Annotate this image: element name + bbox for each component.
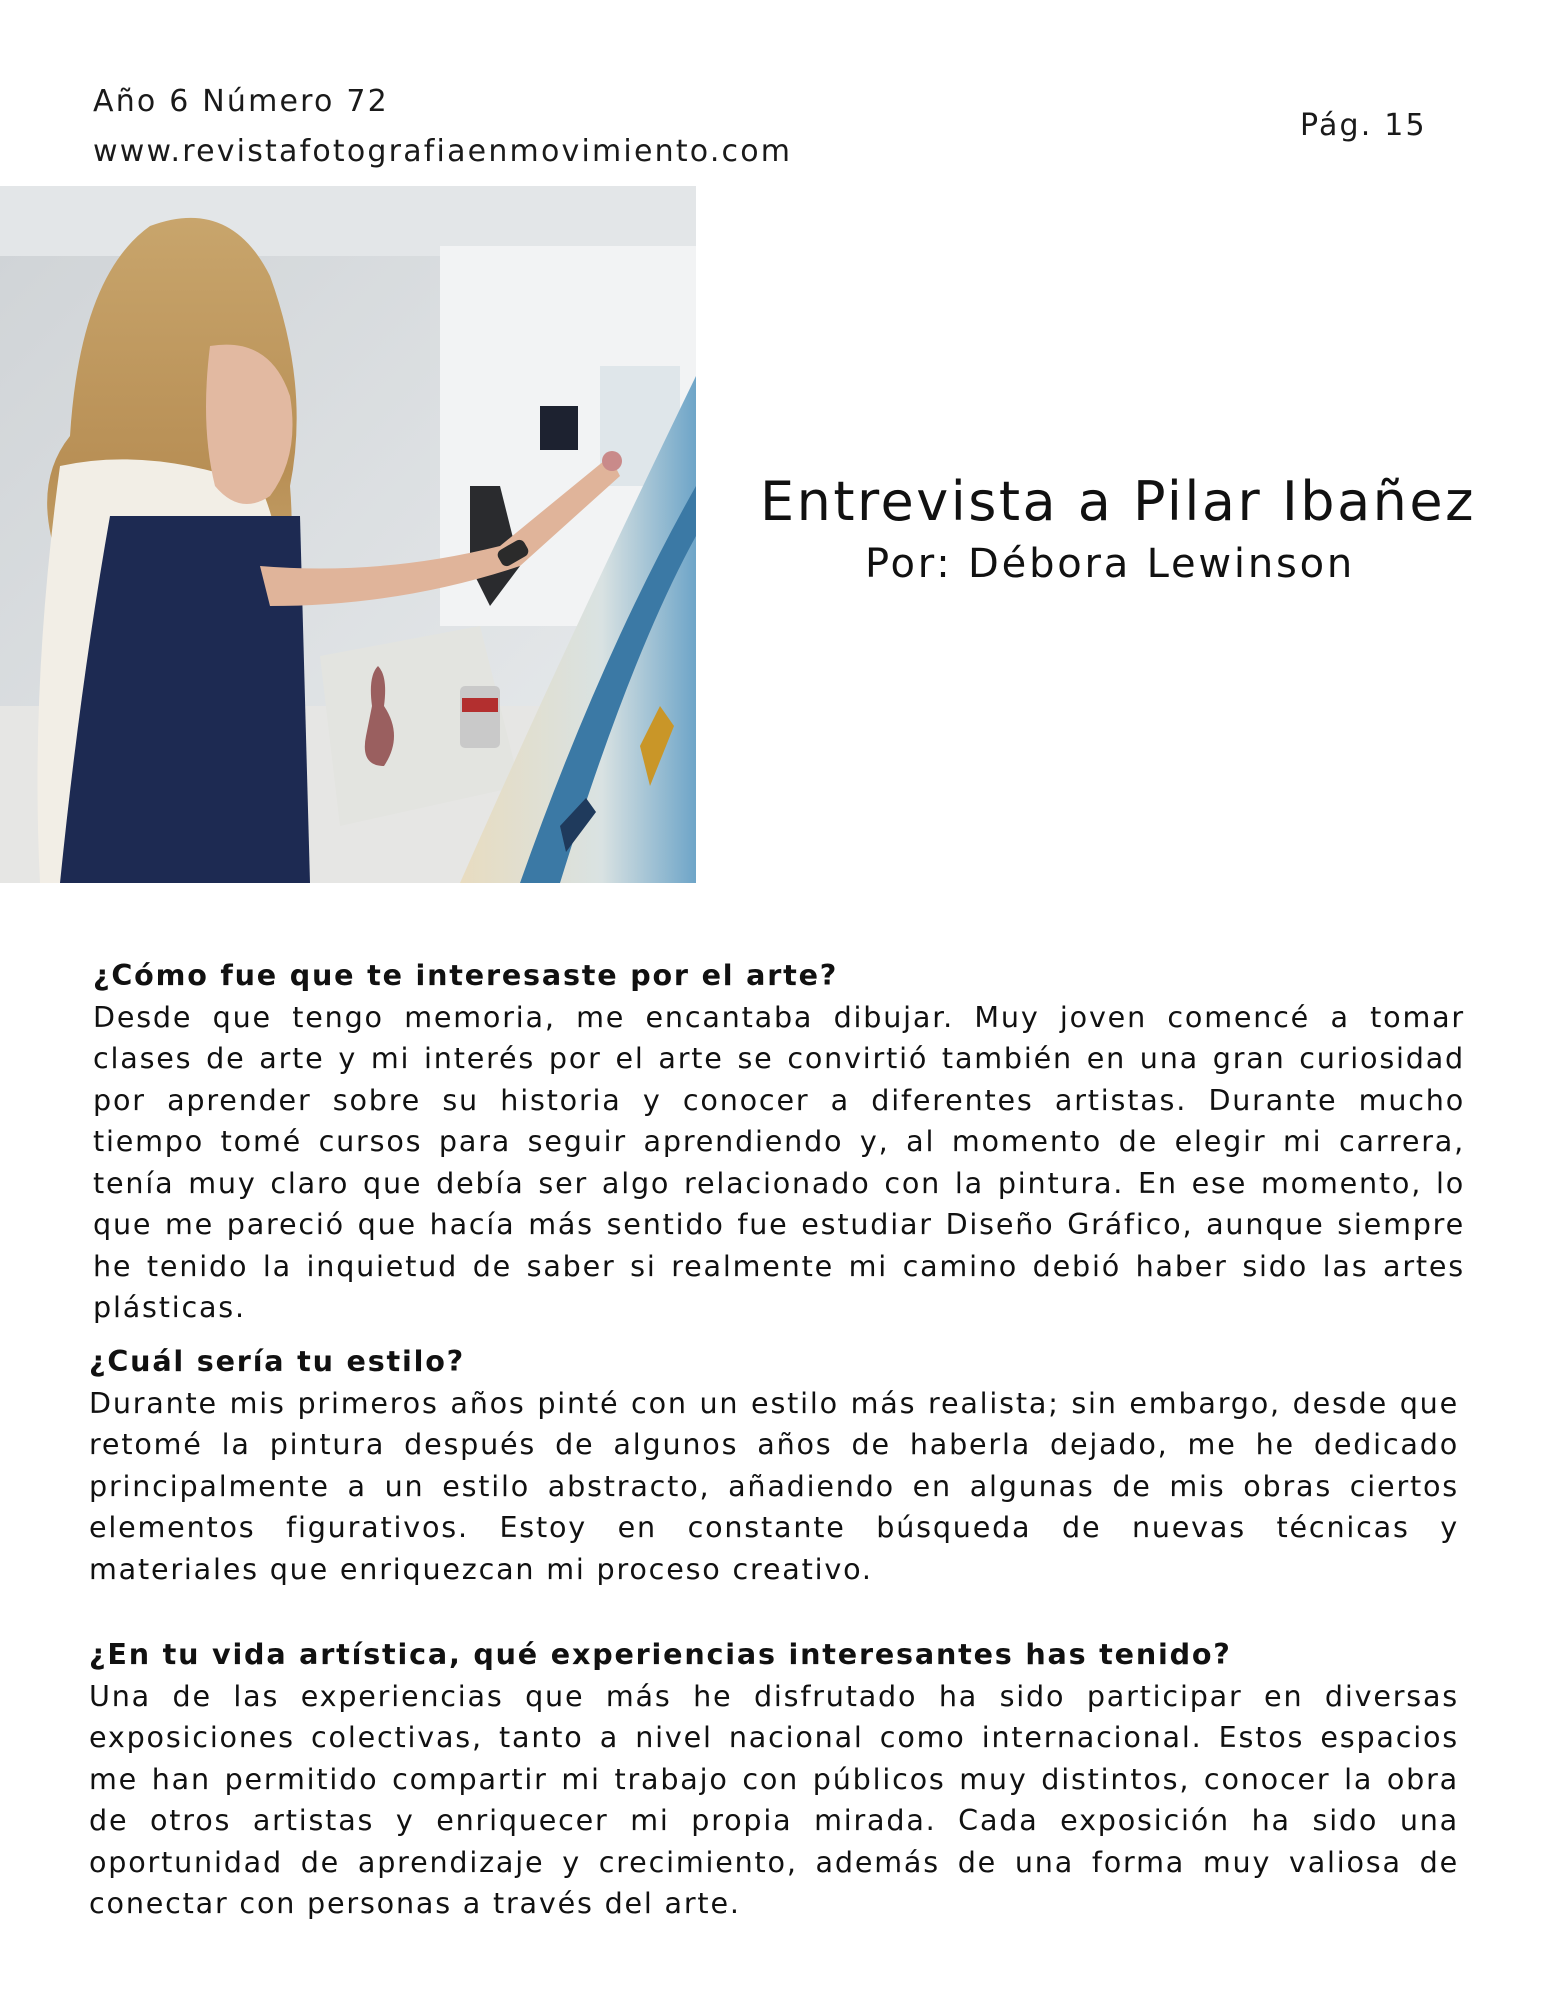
question-heading: ¿Cómo fue que te interesaste por el arte? <box>93 958 839 992</box>
qa-section <box>89 1634 1459 1925</box>
question-heading: ¿Cuál sería tu estilo? <box>89 1344 466 1378</box>
qa-section <box>89 1341 1459 1590</box>
answer-paragraph: Desde que tengo memoria, me encantaba dibujar. Muy joven comencé a tomar clases de arte y mi interés por el arte se convirtió también en una gran curiosidad por aprender sobre su historia y conocer a diferentes artistas. Durante mucho tiempo tomé cursos para seguir aprendiendo y, al momento de elegir mi carrera, tenía muy claro que debía ser algo relacionado con la pintura. En ese momento, lo que me pareció que hacía más sentido fue estudiar Diseño Gráfico, aunque siempre he tenido la inquietud de saber si realmente mi camino debió haber sido las artes plásticas. <box>93 999 1465 1324</box>
answer-paragraph: Una de las experiencias que más he disfrutado ha sido participar en diversas exposiciones colectivas, tanto a nivel nacional como internacional. Estos espacios me han permitido compartir mi trabajo con públicos muy distintos, conocer la obra de otros artistas y enriquecer mi propia mirada. Cada exposición ha sido una oportunidad de aprendizaje y crecimiento, además de una forma muy valiosa de conectar con personas a través del arte. <box>89 1678 1459 1920</box>
answer-paragraph: Durante mis primeros años pinté con un estilo más realista; sin embargo, desde que retomé la pintura después de algunos años de haberla dejado, me he dedicado principalmente a un estilo abstracto, añadiendo en algunas de mis obras ciertos elementos figurativos. Estoy en constante búsqueda de nuevas técnicas y materiales que enriquezcan mi proceso creativo. <box>89 1385 1459 1586</box>
article-byline: Por: Débora Lewinson <box>864 541 1356 587</box>
issue-number: Año 6 Número 72 <box>93 84 389 119</box>
page-number: Pág. 15 <box>1300 108 1427 143</box>
website-url: www.revistafotografiaenmovimiento.com <box>93 134 793 169</box>
article-title: Entrevista a Pilar Ibañez <box>760 470 1476 533</box>
artist-photo <box>0 186 696 883</box>
qa-section <box>93 955 1465 1329</box>
question-heading: ¿En tu vida artística, qué experiencias interesantes has tenido? <box>89 1637 1232 1671</box>
